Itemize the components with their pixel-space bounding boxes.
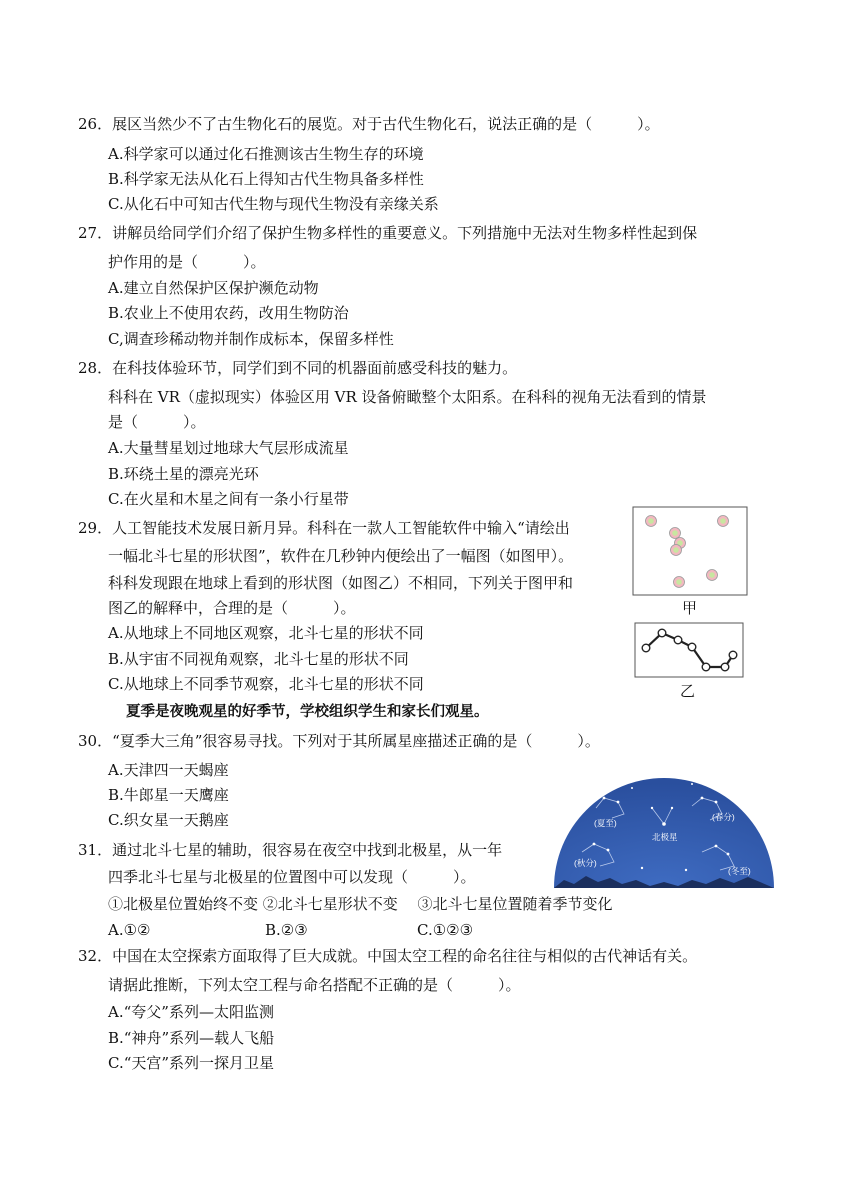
q27-option-c: C,调查珍稀动物并制作成标本，保留多样性 [108, 330, 394, 348]
figure-yi-big-dipper [634, 622, 744, 678]
q26-option-c: C.从化石中可知古代生物与现代生物没有亲缘关系 [108, 195, 439, 213]
q31-option-c: C.①②③ [417, 921, 474, 939]
q26-option-b: B.科学家无法从化石上得知古代生物具备多样性 [108, 170, 424, 188]
q27-stem-line1: 27．讲解员给同学们介绍了保护生物多样性的重要意义。下列措施中无法对生物多样性起到保 [78, 224, 698, 242]
q30-option-a: A.天津四一天蝎座 [108, 761, 229, 779]
q29-stem-line4: 图乙的解释中，合理的是（ ）。 [108, 599, 356, 617]
q29-stem-line1: 29．人工智能技术发展日新月异。科科在一款人工智能软件中输入“请绘出 [78, 519, 570, 537]
q28-option-a: A.大量彗星划过地球大气层形成流星 [108, 439, 349, 457]
q28-option-b: B.环绕土星的漂亮光环 [108, 465, 259, 483]
q30-stem: 30．“夏季大三角”很容易寻找。下列对于其所属星座描述正确的是（ ）。 [78, 732, 600, 750]
q32-stem-line2: 请据此推断，下列太空工程与命名搭配不正确的是（ ）。 [108, 976, 521, 994]
q27-stem-line2: 护作用的是（ ）。 [108, 253, 266, 271]
figure-jia-label: 甲 [682, 599, 698, 617]
figure-jia-ai-dipper [632, 506, 748, 596]
q28-stem-line3: 是（ ）。 [108, 413, 206, 431]
q31-stem-line1: 31．通过北斗七星的辅助，很容易在夜空中找到北极星，从一年 [78, 841, 503, 859]
q31-facts: ①北极星位置始终不变 ②北斗七星形状不变 ③北斗七星位置随着季节变化 [108, 895, 613, 913]
q30-option-c: C.织女星一天鹅座 [108, 811, 229, 829]
q27-option-a: A.建立自然保护区保护濒危动物 [108, 279, 319, 297]
map-label-spring: (春分) [712, 812, 735, 822]
map-label-center: 北极星 [652, 832, 678, 842]
q29-option-c: C.从地球上不同季节观察，北斗七星的形状不同 [108, 675, 424, 693]
q32-stem-line1: 32．中国在太空探索方面取得了巨大成就。中国太空工程的命名往往与相似的古代神话有关。 [78, 947, 698, 965]
q32-option-a: A.“夸父”系列—太阳监测 [108, 1003, 274, 1021]
q26-option-a: A.科学家可以通过化石推测该古生物生存的环境 [108, 145, 424, 163]
map-label-summer: (夏至) [594, 818, 617, 828]
q28-option-c: C.在火星和木星之间有一条小行星带 [108, 490, 349, 508]
q31-stem-line2: 四季北斗七星与北极星的位置图中可以发现（ ）。 [108, 868, 476, 886]
q29-stem-line3: 科科发现跟在地球上看到的形状图（如图乙）不相同，下列关于图甲和 [108, 574, 574, 592]
q29-stem-line2: 一幅北斗七星的形状图”，软件在几秒钟内便绘出了一幅图（如图甲）。 [108, 547, 574, 565]
q28-stem-line2: 科科在 VR（虚拟现实）体验区用 VR 设备俯瞰整个太阳系。在科科的视角无法看到的情景 [108, 388, 707, 406]
q32-option-b: B.“神舟”系列—载人飞船 [108, 1029, 275, 1047]
q27-option-b: B.农业上不使用农药，改用生物防治 [108, 304, 349, 322]
q29-option-a: A.从地球上不同地区观察，北斗七星的形状不同 [108, 624, 424, 642]
q28-stem-line1: 28．在科技体验环节，同学们到不同的机器面前感受科技的魅力。 [78, 359, 518, 377]
q30-option-b: B.牛郎星一天鹰座 [108, 786, 229, 804]
q31-option-b: B.②③ [265, 921, 308, 939]
q29-option-b: B.从宇宙不同视角观察，北斗七星的形状不同 [108, 650, 409, 668]
map-label-autumn: (秋分) [574, 858, 597, 868]
q31-option-a: A.①② [108, 921, 151, 939]
figure-seasonal-sky-map [552, 768, 776, 890]
section-intro: 夏季是夜晚观星的好季节，学校组织学生和家长们观星。 [126, 703, 489, 720]
map-label-winter: (冬至) [728, 866, 751, 876]
q32-option-c: C.“天宫”系列一探月卫星 [108, 1054, 275, 1072]
figure-yi-label: 乙 [680, 682, 696, 700]
q26-stem: 26．展区当然少不了古生物化石的展览。对于古代生物化石，说法正确的是（ ）。 [78, 115, 660, 133]
